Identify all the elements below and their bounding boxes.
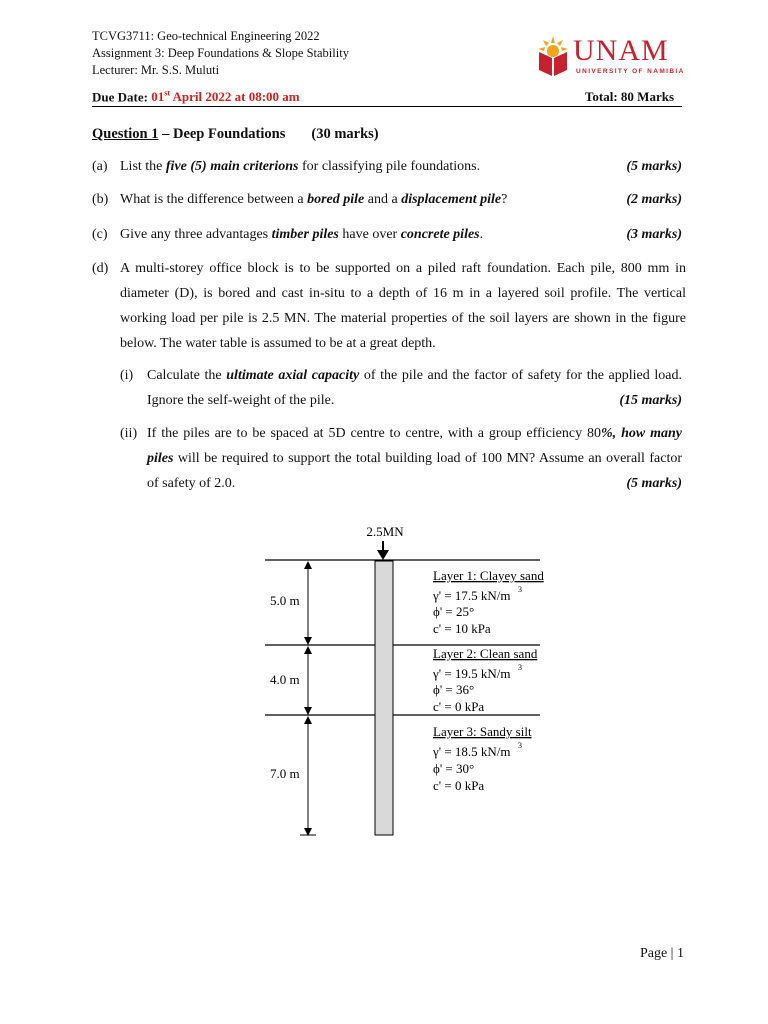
question-title <box>92 126 379 143</box>
assignment-title: Assignment 3: Deep Foundations & Slope Stability <box>92 46 349 60</box>
part-d-i-label: (i) <box>120 368 134 383</box>
due-date-row <box>92 89 682 105</box>
logo-subtitle: UNIVERSITY OF NAMIBIA <box>576 68 685 75</box>
page-number <box>640 946 684 962</box>
layer-3-friction-angle: ϕ' = 30° <box>433 761 475 776</box>
part-b-label: (b) <box>92 192 109 207</box>
question-marks: (30 marks) <box>311 126 379 142</box>
part-c-label: (c) <box>92 227 108 242</box>
load-arrow-icon <box>377 541 389 560</box>
part-a-label: (a) <box>92 159 108 174</box>
part-d-i-marks: (15 marks) <box>619 393 682 408</box>
page-label: Page | <box>639 946 677 961</box>
part-d-ii-marks: (5 marks) <box>626 476 682 491</box>
question-number: Question 1 <box>92 126 159 142</box>
part-b-marks: (2 marks) <box>626 192 682 207</box>
part-a-text: List the five (5) main criterions for classifying pile foundations. <box>120 159 481 174</box>
question-topic: – Deep Foundations <box>158 126 286 142</box>
part-d-i-text: Calculate the ultimate axial capacity of the pile and the factor of safety for the applied load. Ignore the self-weight of the pile. <box>147 368 683 408</box>
logo-wordmark: UNAM <box>573 34 669 67</box>
layer-2-unit-exponent: 3 <box>518 663 522 672</box>
depth-label-layer-1: 5.0 m <box>270 593 300 608</box>
due-date <box>151 89 299 104</box>
layer-2-cohesion: c' = 0 kPa <box>433 699 485 714</box>
layer-2-name: Layer 2: Clean sand <box>433 646 538 661</box>
depth-label-layer-3: 7.0 m <box>270 766 300 781</box>
part-b <box>92 187 682 212</box>
part-d-label-wrap <box>92 256 122 281</box>
course-title: TCVG3711: Geo-technical Engineering 2022 <box>92 29 320 43</box>
sun-book-icon <box>535 34 571 78</box>
part-d-i <box>120 363 682 413</box>
pile <box>375 561 393 835</box>
part-d-text: A multi-storey office block is to be supported on a piled raft foundation. Each pile, 800 mm in diameter (D), is bored and cast in-situ to a depth of 16 m in a layered soil profile. The vertical working load per pile is 2.5 MN. The material properties of the soil layers are shown in the figure below. The water table is assumed to be at a great depth. <box>120 261 686 351</box>
layer-3-unit-weight: γ' = 18.5 kN/m <box>433 744 511 759</box>
part-c <box>92 222 682 247</box>
document-header <box>92 28 349 79</box>
depth-label-layer-2: 4.0 m <box>270 672 300 687</box>
part-c-marks: (3 marks) <box>626 227 682 242</box>
layer-3-unit-exponent: 3 <box>518 741 522 750</box>
layer-1-cohesion: c' = 10 kPa <box>433 621 491 636</box>
part-a-marks: (5 marks) <box>626 159 682 174</box>
part-a <box>92 154 682 179</box>
part-d-ii-label: (ii) <box>120 426 138 441</box>
layer-1-friction-angle: ϕ' = 25° <box>433 604 475 619</box>
header-divider <box>92 106 682 107</box>
due-label: Due Date: <box>92 89 152 105</box>
layer-2-unit-weight: γ' = 19.5 kN/m <box>433 666 511 681</box>
part-d-ii-text: If the piles are to be spaced at 5D centre to centre, with a group efficiency 80%, how many piles will be required to support the total building load of 100 MN? Assume an overall factor of safety of 2.0. <box>147 426 682 491</box>
dimension-line-layer-1 <box>304 561 312 645</box>
layer-3-cohesion: c' = 0 kPa <box>433 778 485 793</box>
layer-2-friction-angle: ϕ' = 36° <box>433 682 475 697</box>
layer-1-unit-weight: γ' = 17.5 kN/m <box>433 588 511 603</box>
dimension-line-layer-2 <box>304 646 312 715</box>
layer-3-name: Layer 3: Sandy silt <box>433 724 532 739</box>
lecturer-name: Lecturer: Mr. S.S. Muluti <box>92 63 220 77</box>
unam-logo <box>535 34 685 78</box>
page-number-value: 1 <box>677 946 684 961</box>
part-d-ii <box>120 421 682 496</box>
due-day-suffix: st <box>164 89 170 98</box>
part-c-text: Give any three advantages timber piles have over concrete piles. <box>120 227 484 242</box>
layer-1-name: Layer 1: Clayey sand <box>433 568 544 583</box>
due-day: 01 <box>151 89 165 105</box>
part-d-label: (d) <box>92 261 109 276</box>
part-b-text: What is the difference between a bored pile and a displacement pile? <box>120 192 508 207</box>
total-marks: Total: 80 Marks <box>584 89 674 104</box>
load-label: 2.5MN <box>366 524 404 539</box>
due-time: April 2022 at 08:00 am <box>170 89 300 105</box>
layer-1-unit-exponent: 3 <box>518 585 522 594</box>
dimension-line-layer-3 <box>300 716 316 836</box>
